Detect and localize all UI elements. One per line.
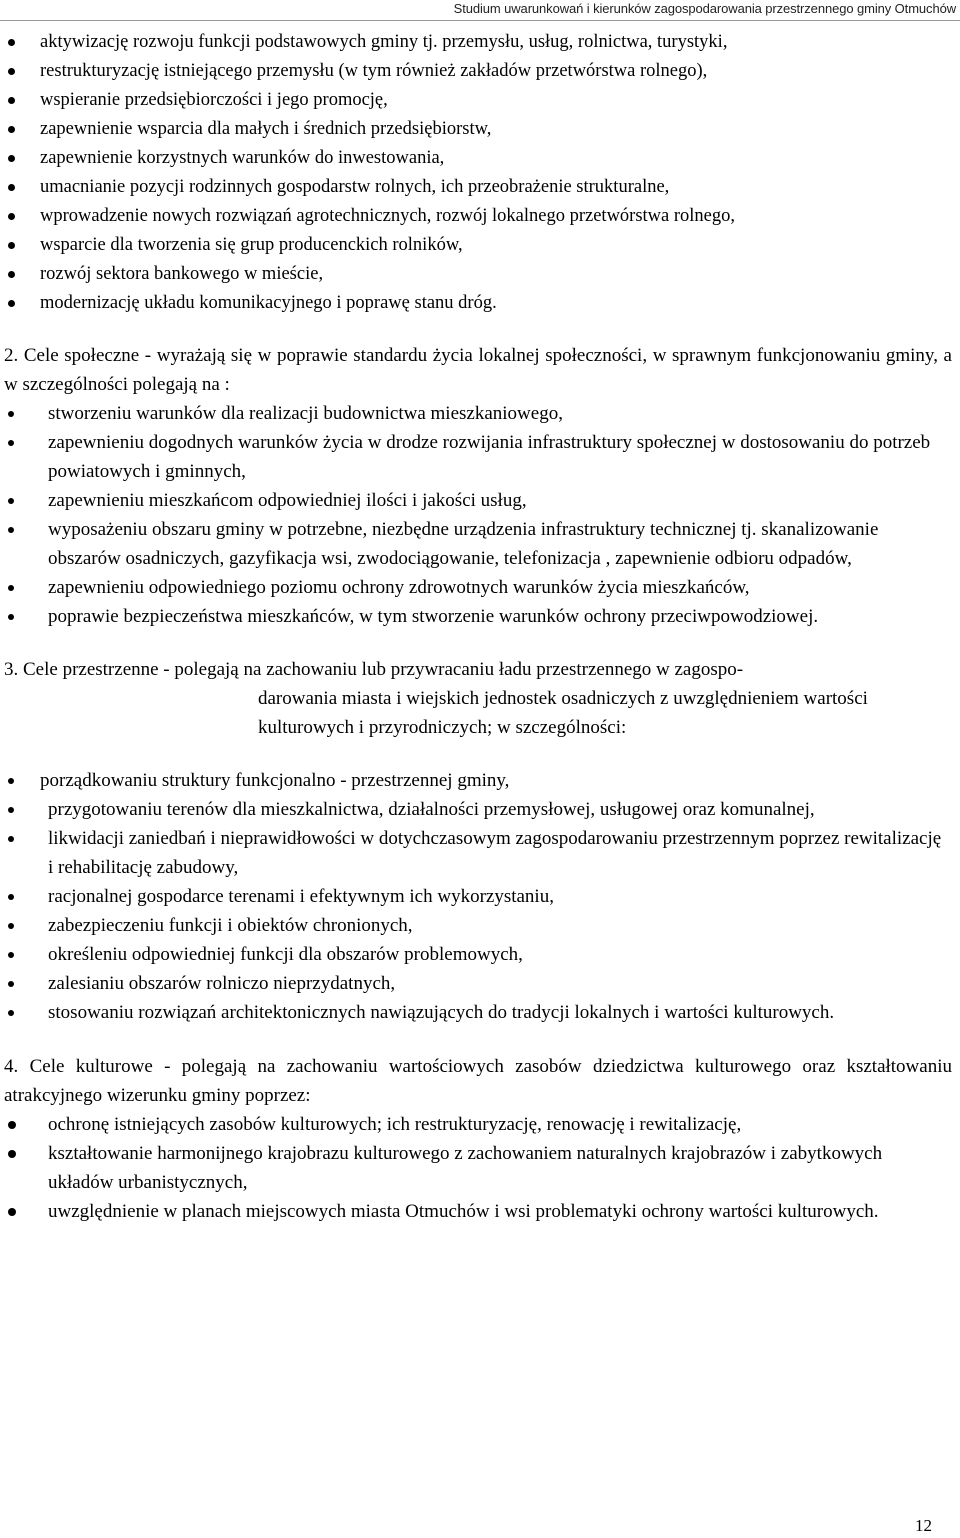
list-item: wspieranie przedsiębiorczości i jego promocję,: [0, 86, 960, 115]
list-item: stworzeniu warunków dla realizacji budownictwa mieszkaniowego,: [0, 399, 960, 428]
list-item: umacnianie pozycji rodzinnych gospodarstw rolnych, ich przeobrażenie strukturalne,: [0, 173, 960, 202]
list-item: poprawie bezpieczeństwa mieszkańców, w tym stworzenie warunków ochrony przeciwpowodziowej.: [0, 602, 960, 631]
list-item: porządkowaniu struktury funkcjonalno - przestrzennej gminy,: [0, 766, 960, 795]
list-item: zabezpieczeniu funkcji i obiektów chronionych,: [0, 911, 960, 940]
social-goals-list: [0, 399, 960, 631]
list-item: rozwój sektora bankowego w mieście,: [0, 260, 960, 289]
list-item: ochronę istniejących zasobów kulturowych; ich restrukturyzację, renowację i rewitalizację,: [0, 1110, 960, 1139]
document-body: [0, 28, 960, 1226]
list-item: zapewnieniu mieszkańcom odpowiedniej ilości i jakości usług,: [0, 486, 960, 515]
economic-goals-list: [0, 28, 960, 318]
page-header: Studium uwarunkowań i kierunków zagospodarowania przestrzennego gminy Otmuchów: [453, 1, 956, 16]
list-item: zapewnienie korzystnych warunków do inwestowania,: [0, 144, 960, 173]
list-item: zapewnieniu dogodnych warunków życia w drodze rozwijania infrastruktury społecznej w dostosowaniu do potrzeb powiatowych i gminnych,: [0, 428, 960, 486]
list-item: zapewnieniu odpowiedniego poziomu ochrony zdrowotnych warunków życia mieszkańców,: [0, 573, 960, 602]
spatial-goals-list: [0, 766, 960, 1027]
list-item: racjonalnej gospodarce terenami i efektywnym ich wykorzystaniu,: [0, 882, 960, 911]
spatial-goals-intro: 3. Cele przestrzenne - polegają na zachowaniu lub przywracaniu ładu przestrzennego w zagospo-: [4, 659, 744, 680]
header-divider: [0, 20, 960, 21]
list-item: aktywizację rozwoju funkcji podstawowych gminy tj. przemysłu, usług, rolnictwa, turystyki,: [0, 28, 960, 57]
spatial-goals-intro-continued: darowania miasta i wiejskich jednostek osadniczych z uwzględnieniem wartości kulturowych i przyrodniczych; w szczególności:: [258, 688, 868, 738]
list-item: uwzględnienie w planach miejscowych miasta Otmuchów i wsi problematyki ochrony wartości kulturowych.: [0, 1197, 960, 1226]
list-item: wprowadzenie nowych rozwiązań agrotechnicznych, rozwój lokalnego przetwórstwa rolnego,: [0, 202, 960, 231]
list-item: wyposażeniu obszaru gminy w potrzebne, niezbędne urządzenia infrastruktury technicznej tj. skanalizowanie obszarów osadniczych, gazyfikacja wsi, zwodociągowanie, telefonizacja , zapewnienie odbioru odpadów,: [0, 515, 960, 573]
list-item: określeniu odpowiedniej funkcji dla obszarów problemowych,: [0, 940, 960, 969]
list-item: likwidacji zaniedbań i nieprawidłowości w dotychczasowym zagospodarowaniu przestrzennym poprzez rewitalizację i rehabilitację zabudowy,: [0, 824, 960, 882]
cultural-goals-list: [0, 1110, 960, 1226]
list-item: modernizację układu komunikacyjnego i poprawę stanu dróg.: [0, 289, 960, 318]
social-goals-intro: 2. Cele społeczne - wyrażają się w poprawie standardu życia lokalnej społeczności, w sprawnym funkcjonowaniu gminy, a w szczególności polegają na :: [4, 345, 952, 395]
page-number: 12: [915, 1516, 932, 1535]
list-item: zalesianiu obszarów rolniczo nieprzydatnych,: [0, 969, 960, 998]
cultural-goals-intro: 4. Cele kulturowe - polegają na zachowaniu wartościowych zasobów dziedzictwa kulturowego oraz kształtowaniu atrakcyjnego wizerunku gminy poprzez:: [4, 1056, 952, 1106]
list-item: kształtowanie harmonijnego krajobrazu kulturowego z zachowaniem naturalnych krajobrazów i zabytkowych układów urbanistycznych,: [0, 1139, 960, 1197]
list-item: stosowaniu rozwiązań architektonicznych nawiązujących do tradycji lokalnych i wartości kulturowych.: [0, 998, 960, 1027]
list-item: wsparcie dla tworzenia się grup producenckich rolników,: [0, 231, 960, 260]
list-item: restrukturyzację istniejącego przemysłu (w tym również zakładów przetwórstwa rolnego),: [0, 57, 960, 86]
list-item: zapewnienie wsparcia dla małych i średnich przedsiębiorstw,: [0, 115, 960, 144]
list-item: przygotowaniu terenów dla mieszkalnictwa, działalności przemysłowej, usługowej oraz komunalnej,: [0, 795, 960, 824]
